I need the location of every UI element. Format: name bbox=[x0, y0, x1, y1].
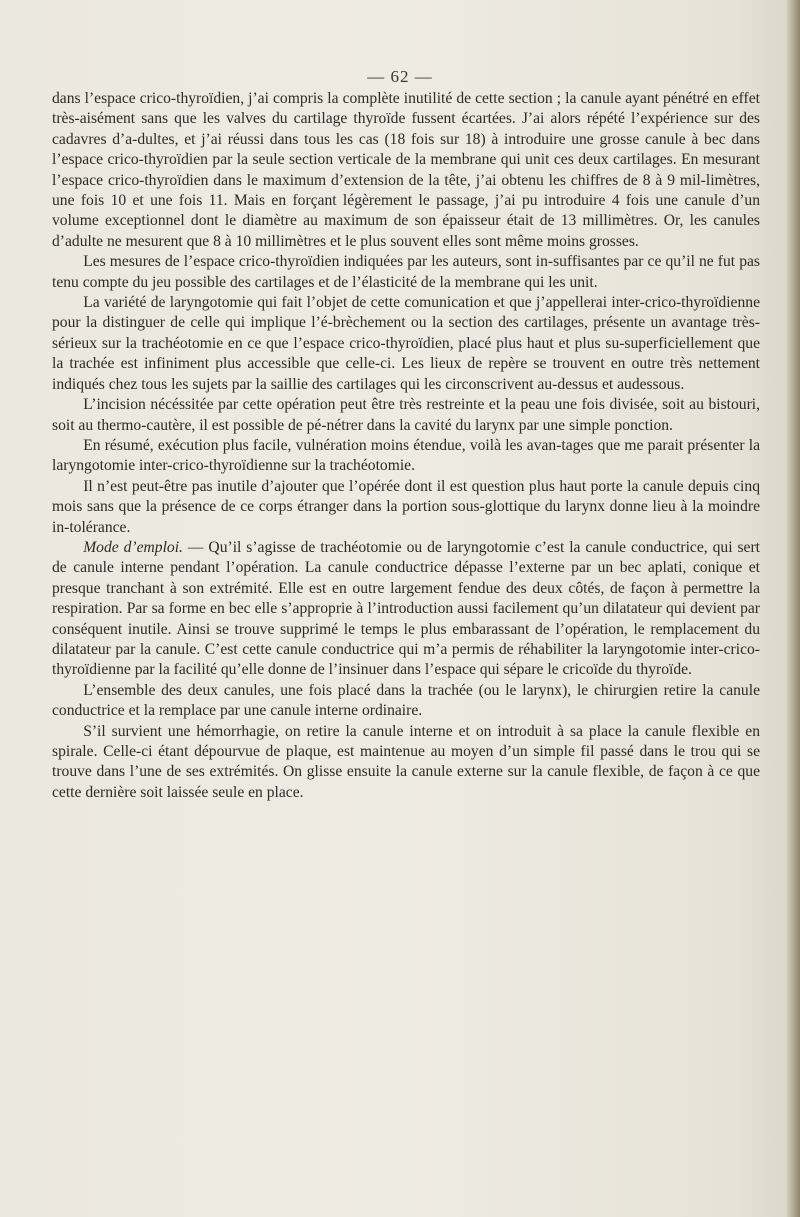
paragraph-9: S’il survient une hémorrhagie, on retire la canule interne et on introduit à sa place la canule flexible en spirale. Celle-ci étant dépourvue de plaque, est maintenue au moyen d’un simple fil passé dans le trou qui se trouve dans l’une de ses extrémités. On glisse ensuite la canule externe sur la canule flexible, de façon à ce que cette dernière soit laissée seule en place. bbox=[52, 722, 760, 801]
paragraph-8: L’ensemble des deux canules, une fois placé dans la trachée (ou le larynx), le chirurgien retire la canule conductrice et la remplace par une canule interne ordinaire. bbox=[52, 681, 760, 720]
paragraph-1: dans l’espace crico-thyroïdien, j’ai compris la complète inutilité de cette section ; la canule ayant pénétré en effet très-aisément sans que les valves du cartilage thyroïde fussent écartées. J’ai alors répété l’expérience sur des cadavres d’a-dultes, et j’ai réussi dans tous les cas (18 fois sur 18) à introduire une grosse canule à bec dans l’espace crico-thyroïdien par la seule section verticale de la membrane qui unit ces deux cartilages. En mesurant l’espace crico-thyroïdien dans le maximum d’extension de la tête, j’ai obtenu les chiffres de 8 à 9 mil-limètres, une fois 10 et une fois 11. Mais en forçant légèrement le passage, j’ai pu introduire 4 fois une canule d’un volume exceptionnel dont le diamètre au maximum de son épaisseur était de 13 millimètres. Or, les canules d’adulte ne mesurent que 8 à 10 millimètres et le plus souvent elles sont même moins grosses. bbox=[52, 90, 760, 250]
mode-emploi-heading: Mode d’emploi. bbox=[83, 538, 183, 556]
mode-emploi-text: — Qu’il s’agisse de trachéotomie ou de laryngotomie c’est la canule conductrice, qui sert de canule interne pendant l’opération. La canule conductrice dépasse l’externe par un bec aplati, conique et presque tranchant à son extrémité. Elle est en outre largement fendue des deux côtés, de façon à permettre la respiration. Par sa forme en bec elle s’approprie à l’introduction aussi facilement qu’un dilatateur qui devient par conséquent inutile. Ainsi se trouve supprimé le temps le plus embarassant de l’opération, le remplacement du dilatateur par la canule. C’est cette canule conductrice qui m’a permis de réhabiliter la laryngotomie inter-crico-thyroïdienne par la facilité qu’elle donne de l’insinuer dans l’espace qui sépare le cricoïde du thyroïde. bbox=[52, 538, 760, 679]
paragraph-6: Il n’est peut-être pas inutile d’ajouter que l’opérée dont il est question plus haut porte la canule depuis cinq mois sans que la présence de ce corps étranger dans la portion sous-glottique du larynx donne lieu à la moindre in-tolérance. bbox=[52, 477, 760, 536]
body-text bbox=[52, 89, 760, 803]
paragraph-4: L’incision nécéssitée par cette opération peut être très restreinte et la peau une fois divisée, soit au bistouri, soit au thermo-cautère, il est possible de pé-nétrer dans la cavité du larynx par une simple ponction. bbox=[52, 396, 760, 434]
paragraph-5: En résumé, exécution plus facile, vulnération moins étendue, voilà les avan-tages que me parait présenter la laryngotomie inter-crico-thyroïdienne sur la trachéotomie. bbox=[52, 436, 760, 475]
paragraph-2: Les mesures de l’espace crico-thyroïdien indiquées par les auteurs, sont in-suffisantes par ce qu’il ne fut pas tenu compte du jeu possible des cartilages et de l’élasticité de la membrane qui les unit. bbox=[52, 253, 760, 291]
paragraph-3: La variété de laryngotomie qui fait l’objet de cette comunication et que j’appellerai inter-crico-thyroïdienne pour la distinguer de celle qui implique l’é-brèchement ou la section des cartilages, présente un avantage très-sérieux sur la trachéotomie en ce que l’espace crico-thyroïdien, placé plus haut et plus su-superficiellement que la trachée est infiniment plus accessible que celle-ci. Les lieux de repère se trouvent en outre très nettement indiqués chez tous les sujets par la saillie des cartilages qui les circonscrivent au-dessus et audessous. bbox=[52, 294, 760, 393]
paragraph-mode-emploi bbox=[52, 538, 760, 681]
page-edge-shadow bbox=[786, 0, 800, 1217]
page-number: — 62 — bbox=[367, 67, 433, 86]
